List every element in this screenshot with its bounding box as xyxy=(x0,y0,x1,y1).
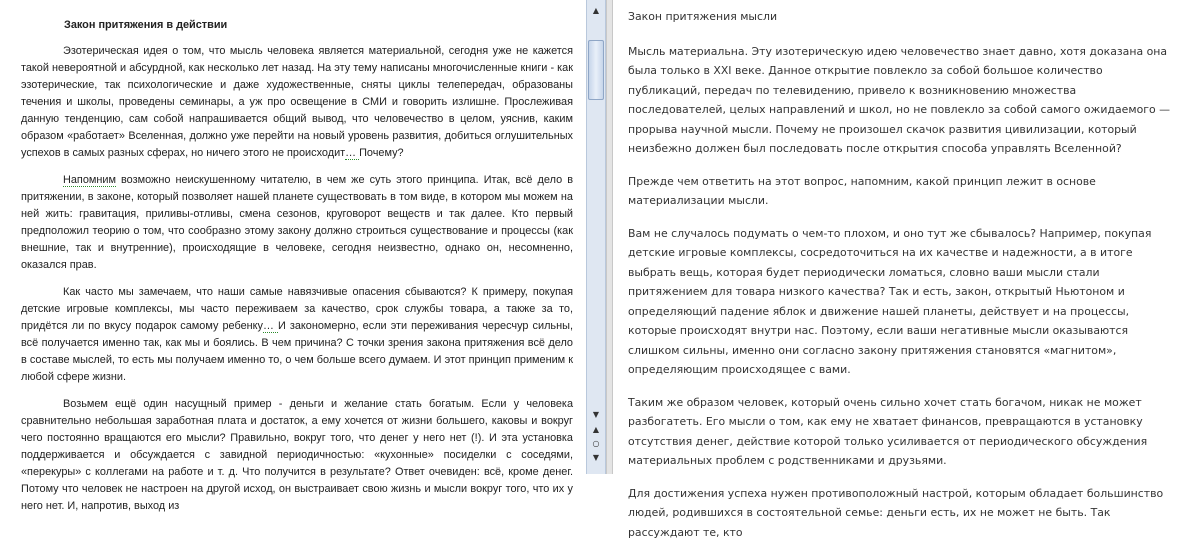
window-divider[interactable] xyxy=(606,0,613,474)
paragraph-text: возможно неискушенному читателю, в чем же суть этого принципа. Итак, всё дело в притяжении, в законе, который позволяет нашей планете существовать в том виде, в котором мы можем на ней жить: гравитация, приливы-отливы, смена сезонов, круговорот веществ и так далее. Кто первый предположил теорию о том, что сообразно этому закону должно строиться существование и процессы (как внешние, так и внутренние), происходящие в человеке, сегодня неизвестно, однако он, несомненно, оказался прав. xyxy=(21,174,573,271)
right-document-body xyxy=(628,7,1174,555)
next-page-icon[interactable]: ▼ xyxy=(592,453,600,462)
left-document-pane[interactable] xyxy=(0,0,586,512)
left-paragraph xyxy=(21,43,573,162)
right-paragraph: Таким же образом человек, который очень сильно хочет стать богачом, никак не может разбогатеть. Его мысли о том, как ему не хватает финансов, превращаются в установку отсутствия денег, действие которой только усиливается от периодического обсуждения материальных проблем с родственниками и друзьями. xyxy=(628,395,1148,467)
paragraph-text: Как часто мы замечаем, что наши самые навязчивые опасения сбываются? К примеру, покупая детские игровые комплексы, мы часто переживаем за качество, срок службы товара, а также за то, придётся ли по вкусу подарок самому ребенку xyxy=(21,286,573,332)
left-paragraph xyxy=(21,396,573,515)
grammar-mark: Напомним xyxy=(63,174,116,186)
grammar-mark: … xyxy=(345,147,360,159)
left-document-body xyxy=(21,17,573,525)
right-document-title: Закон притяжения мысли xyxy=(628,10,778,23)
scroll-down-arrow-icon[interactable]: ▼ xyxy=(592,410,600,419)
paragraph-text: Почему? xyxy=(359,147,404,159)
vertical-scrollbar[interactable] xyxy=(586,0,606,474)
scroll-up-arrow-icon[interactable]: ▲ xyxy=(592,6,600,15)
select-browse-object-icon[interactable]: ○ xyxy=(592,439,600,448)
left-paragraph xyxy=(21,172,573,274)
right-document-pane[interactable] xyxy=(613,0,1185,539)
paragraph-text: Возьмем ещё один насущный пример - деньги и желание стать богатым. Если у человека сравнительно небольшая заработная плата и достаток, а ему хочется от жизни большего, каковы и вокруг чего постоянно вращаются его мысли? Правильно, вокруг того, что денег у него нет (!). И эта установка поддерживается и обсуждается с завидной периодичностью: «кухонные» посиделки с соседями, «перекуры» с коллегами на работе и т. д. Что получится в результате? Ответ очевиден: всё, кроме денег. Потому что человек не настроен на другой исход, он выстраивает свою жизнь и мысли вокруг того, что их у него нет. И, напротив, выход из xyxy=(21,398,573,512)
previous-page-icon[interactable]: ▲ xyxy=(592,425,600,434)
scroll-thumb[interactable] xyxy=(588,40,604,100)
left-document-title: Закон притяжения в действии xyxy=(64,19,228,31)
right-paragraph: Для достижения успеха нужен противоположный настрой, которым обладает большинство людей, родившихся в состоятельной семье: деньги есть, их не может не быть. Так рассуждают те, кто xyxy=(628,486,1164,539)
right-paragraph: Вам не случалось подумать о чем-то плохом, и оно тут же сбывалось? Например, покупая детские игровые комплексы, сосредоточиться на их качестве и надежности, а в итоге выбрать вещь, которая будет периодически ломаться, словно ваши мысли стали притяжением для товара низкого качества? Так и есть, закон, открытый Ньютоном и определяющий падение яблок и движение нашей планеты, действует и на процессы, которые происходят внутри нас. Поэтому, если ваши негативные мысли оказываются слишком сильны, именно они согласно закону притяжения становятся «магнитом», определяющим происходящее с вами. xyxy=(628,226,1152,376)
right-paragraph: Прежде чем ответить на этот вопрос, напомним, какой принцип лежит в основе материализации мысли. xyxy=(628,174,1096,207)
right-paragraph: Мысль материальна. Эту изотерическую идею человечество знает давно, хотя доказана она была только в XXI веке. Данное открытие повлекло за собой большое количество публикаций, передач по телевидению, привело к возникновению множества последователей, целых направлений и школ, но не повлекло за собой самого ожидаемого — прорыва научной мысли. Почему не произошел скачок развития цивилизации, который неизбежно должен был последовать после открытия способа управлять Вселенной? xyxy=(628,44,1170,155)
left-paragraph xyxy=(21,284,573,386)
paragraph-text: И закономерно, если эти переживания чересчур сильны, всё получается именно так, как мы и боялись. В чем причина? С точки зрения закона притяжения всё дело в составе мыслей, то есть мы получаем именно то, о чем больше всего думаем. И этот принцип применим к любой сфере жизни. xyxy=(21,320,573,383)
paragraph-text: Эзотерическая идея о том, что мысль человека является материальной, сегодня уже не кажется такой невероятной и абсурдной, как несколько лет назад. На эту тему написаны многочисленные книги - как эзотерические, так психологические и даже художественные, сняты циклы телепередач, образованы течения и школы, проведены семинары, а уж про освещение в СМИ и говорить излишне. Прослеживая данную тенденцию, сам собой напрашивается общий вывод, что человечество в целом, уяснив, каким образом «работает» Вселенная, должно уже перейти на новый уровень развития, добиться оглушительных успехов в самых разных сферах, но ничего этого не происходит xyxy=(21,45,573,159)
grammar-mark: … xyxy=(262,320,278,332)
